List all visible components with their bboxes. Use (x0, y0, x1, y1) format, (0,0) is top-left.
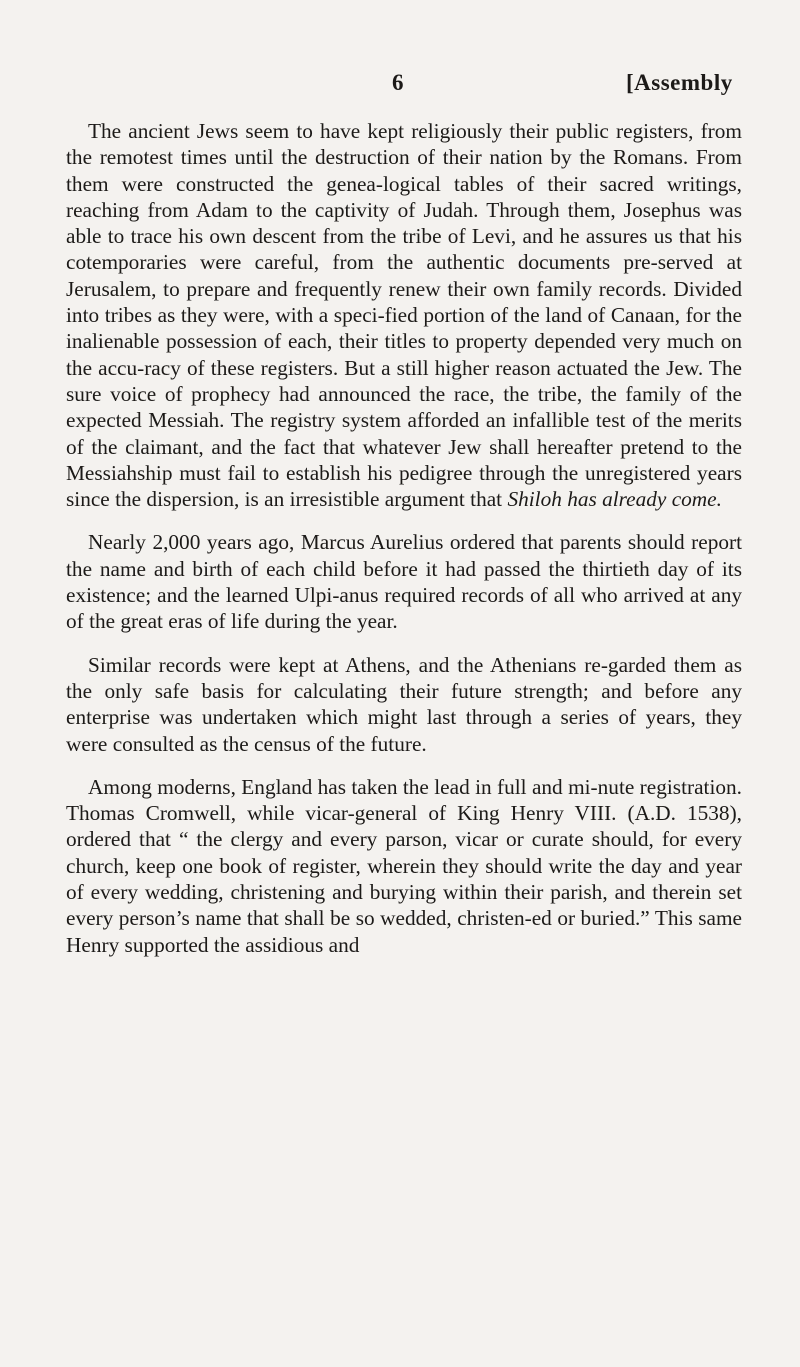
paragraph-text: Similar records were kept at Athens, and the Athenians re-garded them as the only safe basis for calculating their future strength; and before any enterprise was undertaken which might last through a series of years, they were consulted as the census of the future. (66, 652, 742, 756)
running-head: [Assembly (626, 70, 733, 95)
page-header (0, 70, 800, 104)
paragraph-marcus-aurelius (66, 529, 742, 634)
body-text (66, 118, 742, 975)
page-number: 6 (392, 70, 404, 95)
paragraph-text: Nearly 2,000 years ago, Marcus Aurelius ordered that parents should report the name and birth of each child before it had passed the thirtieth day of its existence; and the learned Ulpi-anus required records of all who arrived at any of the great eras of life during the year. (66, 530, 742, 634)
emphasis-shiloh: Shiloh has already come. (507, 487, 722, 512)
paragraph-text: The ancient Jews seem to have kept religiously their public registers, from the remotest times until the destruction of their nation by the Romans. From them were constructed the genea-logical tables of their sacred writings, reaching from Adam to the captivity of Judah. Through them, Josephus was able to trace his own descent from the tribe of Levi, and he assures us that his cotemporaries were careful, from the authentic documents pre-served at Jerusalem, to prepare and frequently renew their own family records. Divided into tribes as they were, with a speci-fied portion of the land of Canaan, for the inalienable possession of each, their titles to property depended very much on the accu-racy of these registers. But a still higher reason actuated the Jew. The sure voice of prophecy had announced the race, the tribe, the family of the expected Messiah. The registry system afforded an infallible test of the merits of the claimant, and the fact that whatever Jew shall hereafter pretend to the Messiahship must fail to establish his pedigree through the unregistered years since the dispersion, is an irresistible argument that (66, 119, 742, 512)
paragraph-athens (66, 652, 742, 757)
paragraph-england (66, 774, 742, 958)
paragraph-text: Among moderns, England has taken the lead in full and mi-nute registration. Thomas Cromwell, while vicar-general of King Henry VIII. (A.D. 1538), ordered that “ the clergy and every parson, vicar or curate should, for every church, keep one book of register, wherein they should write the day and year of every wedding, christening and burying within their parish, and therein set every person’s name that shall be so wedded, christen-ed or buried.” This same Henry supported the assidious and (66, 774, 742, 957)
paragraph-jewish-registers (66, 118, 742, 512)
